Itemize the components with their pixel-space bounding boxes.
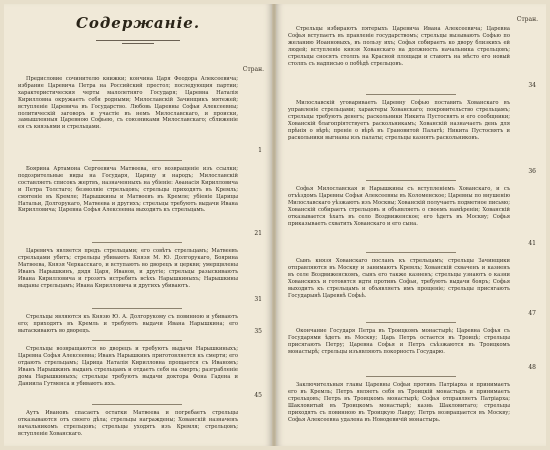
toc-entry-page-number: 35	[254, 328, 262, 335]
entry-separator	[366, 180, 456, 181]
toc-entry-text: Аутъ Ивановъ спасаетъ остатки Матвеева и погребаетъ стрельцы отказываются отъ своего дѣла; стрельцы награждены; Хованскiй назначенъ начальникомъ стрельцовъ; стрельцы уходятъ изъ Кремля; стрельцовъ; вступленiе Хованскаго.	[18, 410, 238, 437]
toc-entry	[288, 258, 510, 299]
entry-separator	[366, 94, 456, 95]
toc-entry-text: Софья Милославская и Нарышкины съ вступленiемъ Хованскаго, и съ отъѣздомъ Царевны Софьи Алексеевны въ Коломенское; Царевны по внушенiю Милославскаго уѣзжаютъ изъ Москвы; Хованскiй получаетъ подметное письмо; Хованскiй собираетъ стрельцовъ и объявляетъ о своемъ намѣренiи; Хованскiй отказывается ѣхать въ село Воздвиженское; его ѣдетъ въ Москву; Софья приказываетъ схватить Хованскаго и его сына.	[288, 186, 510, 227]
toc-entry	[288, 26, 510, 67]
entry-separator	[92, 242, 182, 243]
title-rule	[96, 40, 180, 41]
toc-entry-text: Боярина Артамона Сергеевича Матвеева, его возвращенiе изъ ссылки; подозрительные виды на Государя, Царицу и народъ; Милославскiй составляетъ списокъ жертвъ, назначенныхъ на убiенiе: Аѳанасiя Кирилловича и Петра Толстаго; безмолвiе стрельцовъ; стрельцы приходятъ въ Кремль; смятенiе въ Кремле; Нарышкины и Матвеевъ въ Кремле; убiенiе Царицы Натальи, Долгорукаго, Матвеева и другихъ; стрельцы требуютъ выдачи Ивана Кирилловича; Царевна Софья Алексеевна выходитъ къ стрельцамъ.	[18, 166, 238, 214]
toc-entry	[18, 248, 238, 289]
entry-separator	[92, 340, 182, 341]
toc-entry	[288, 100, 510, 141]
toc-entry	[288, 382, 510, 423]
toc-entry	[18, 76, 238, 131]
toc-entry-text: Стрельцы возвращаются во дворецъ и требуютъ выдачи Нарышкиныхъ; Царевна Софья Алексеевна; Иванъ Нарышкинъ приготовляется къ смерти; его отдаютъ стрельцамъ; Царица Наталiя Кирилловна прощается съ Иваномъ; Иванъ Нарышкинъ выданъ стрельцамъ и отдаетъ себя на смерть; разграбленiе дома Нарышкиныхъ; стрельцы требуютъ выдачи доктора Фона Гадена и Даниила Гутменса и убиваютъ ихъ.	[18, 346, 238, 387]
title-rule-short	[122, 43, 154, 44]
toc-entry	[18, 166, 238, 214]
toc-entry-page-number: 21	[254, 230, 262, 237]
toc-entry-text: Окончание Государя Петра въ Троицкомъ монастырѣ; Царевна Софья съ Государями ѣдетъ въ Москву; Царь Петръ остается въ Троицѣ; стрельцы присягаютъ Петру; Царевна Софья и Петръ съѣзжаются въ Троицкомъ монастырѣ; стрельцы изъявляютъ покорность Государю.	[288, 328, 510, 355]
entry-separator	[92, 308, 182, 309]
toc-entry-text: Сынъ князя Хованскаго посланъ къ стрельцамъ; стрельцы Зачинщики отправляются въ Москву и занимаютъ Кремль; Хованскiй схваченъ и казненъ въ селе Воздвиженскомъ, сынъ его также казненъ; стрельцы узнаютъ о казни Хованскихъ и готовятся идти противъ Софьи, требуютъ выдачи бояръ; Софья выходитъ къ стрельцамъ и объявляетъ имъ прощенiе; стрельцы присягаютъ Государынѣ Царевнѣ Софьѣ.	[288, 258, 510, 299]
toc-entry-text: Царевичъ является предъ стрельцами; его совѣтъ стрельцамъ; Матвеевъ стрельцами убитъ; стрельцы убиваютъ Князя М. Ю. Долгорукаго, Боярина Матвеева, Князя Черкасскаго, и вступаютъ во дворецъ и церкви; умерщвлены Иванъ Нарышкинъ, дядя Царя, Иванов, и другiе; стрельцы разыскиваютъ Ивана Кирилловича и грозятъ истребить всѣхъ Нарышкиныхъ; Нарышкины выданы стрельцамъ; Ивана Кирилловича и другихъ убиваютъ.	[18, 248, 238, 289]
toc-entry-page-number: 48	[528, 364, 536, 371]
page-column-label: Стран.	[242, 66, 264, 73]
entry-separator	[366, 376, 456, 377]
toc-entry-text: Милославскiй уговариваетъ Царевну Софью поставить Хованскаго въ управленiе стрельцами; характеры Хованскаго; покровительство стрельцамъ; стрельцы требуютъ денегъ; раскольники Никита Пустосвятъ и его сообщники; Хованскiй благопрiятствуетъ раскольникамъ; Хованскiй назначаетъ день для прѣнiя о вѣрѣ; пренiе о вѣрѣ въ Грановитой Палатѣ; Никита Пустосвятъ и раскольники выгнаны изъ палаты; стрельцы казнятъ раскольниковъ.	[288, 100, 510, 141]
toc-entry-text: Предисловие сочинителю книжки; кончина Царя Феодора Алексеевича; избрание Царевича Петра на Российский престол; последующия партии; характеристическия черты малолетняго Государя; Царевна Наталiя Кирилловна окружаетъ себя родными; Милославскiй Зачинщикъ мятежей; вступленiе Царевича въ Государство. Любовь Царевны Софьи Алексеевны; политическiй заговоръ и участiе въ немъ Милославскаго, и происки, замышленныя Царевною Софьею, съ союзниками Милославскаго; сближенiе ея съ князьями и стрельцами.	[18, 76, 238, 131]
toc-entry-page-number: 34	[528, 82, 536, 89]
toc-entry-page-number: 36	[528, 168, 536, 175]
entry-separator	[366, 322, 456, 323]
toc-entry	[288, 186, 510, 227]
page-column-label: Стран.	[516, 16, 538, 23]
toc-entry	[18, 410, 238, 438]
toc-entry-text: Заключительныя главы Царевны Софьи противъ Патрiарха и принимаетъ его въ Кремль; Петръ являетъ себя въ Троицкiй монастырь и принимаетъ стрельцовъ; Петръ въ Троицкомъ монастырѣ; Софья отправляетъ Патрiарха; Шакловитый въ Троицкомъ монастырѣ; казнь Шакловитаго; стрельцы приходятъ съ повинною въ Троицкую Лавру; Петръ возвращается въ Москву; Софья Алексеевна удалена въ Новодевичiй монастырь.	[288, 382, 510, 423]
toc-entry-text: Стрельцы избираютъ пятерыхъ Царевича Ивана Алексеевича; Царевна Софья вступаетъ въ правленiе государствомъ; стрельцы вызываютъ Софью по желанию Иоанновыхъ, въ пользу ихъ; Софья собираетъ ко двору близкихъ ей людей; вступленiе князя Хованскаго на должность начальника стрельцовъ; стрельцы сносятъ столпъ на Красной площади и ставятъ на мѣсто его новый столпъ съ надписью о побѣдѣ стрельцовъ.	[288, 26, 510, 67]
toc-entry-page-number: 41	[528, 240, 536, 247]
toc-entry-page-number: 47	[528, 310, 536, 317]
toc-entry	[288, 328, 510, 356]
page-title: Содержанiе.	[75, 14, 201, 32]
entry-separator	[92, 404, 182, 405]
toc-entry-page-number: 45	[254, 392, 262, 399]
toc-entry	[18, 346, 238, 387]
toc-entry	[18, 314, 238, 335]
entry-separator	[366, 252, 456, 253]
entry-separator	[92, 160, 182, 161]
toc-entry-page-number: 31	[254, 296, 262, 303]
right-page	[276, 4, 546, 446]
toc-entry-text: Стрельцы являются къ Князю Ю. А. Долгорукому съ повинною и убиваютъ его; приходятъ въ Кремль и требуютъ выдачи Ивана Нарышкина; его вытаскиваютъ во дворецъ.	[18, 314, 238, 334]
left-page	[4, 4, 272, 446]
toc-entry-page-number: 1	[258, 147, 262, 154]
